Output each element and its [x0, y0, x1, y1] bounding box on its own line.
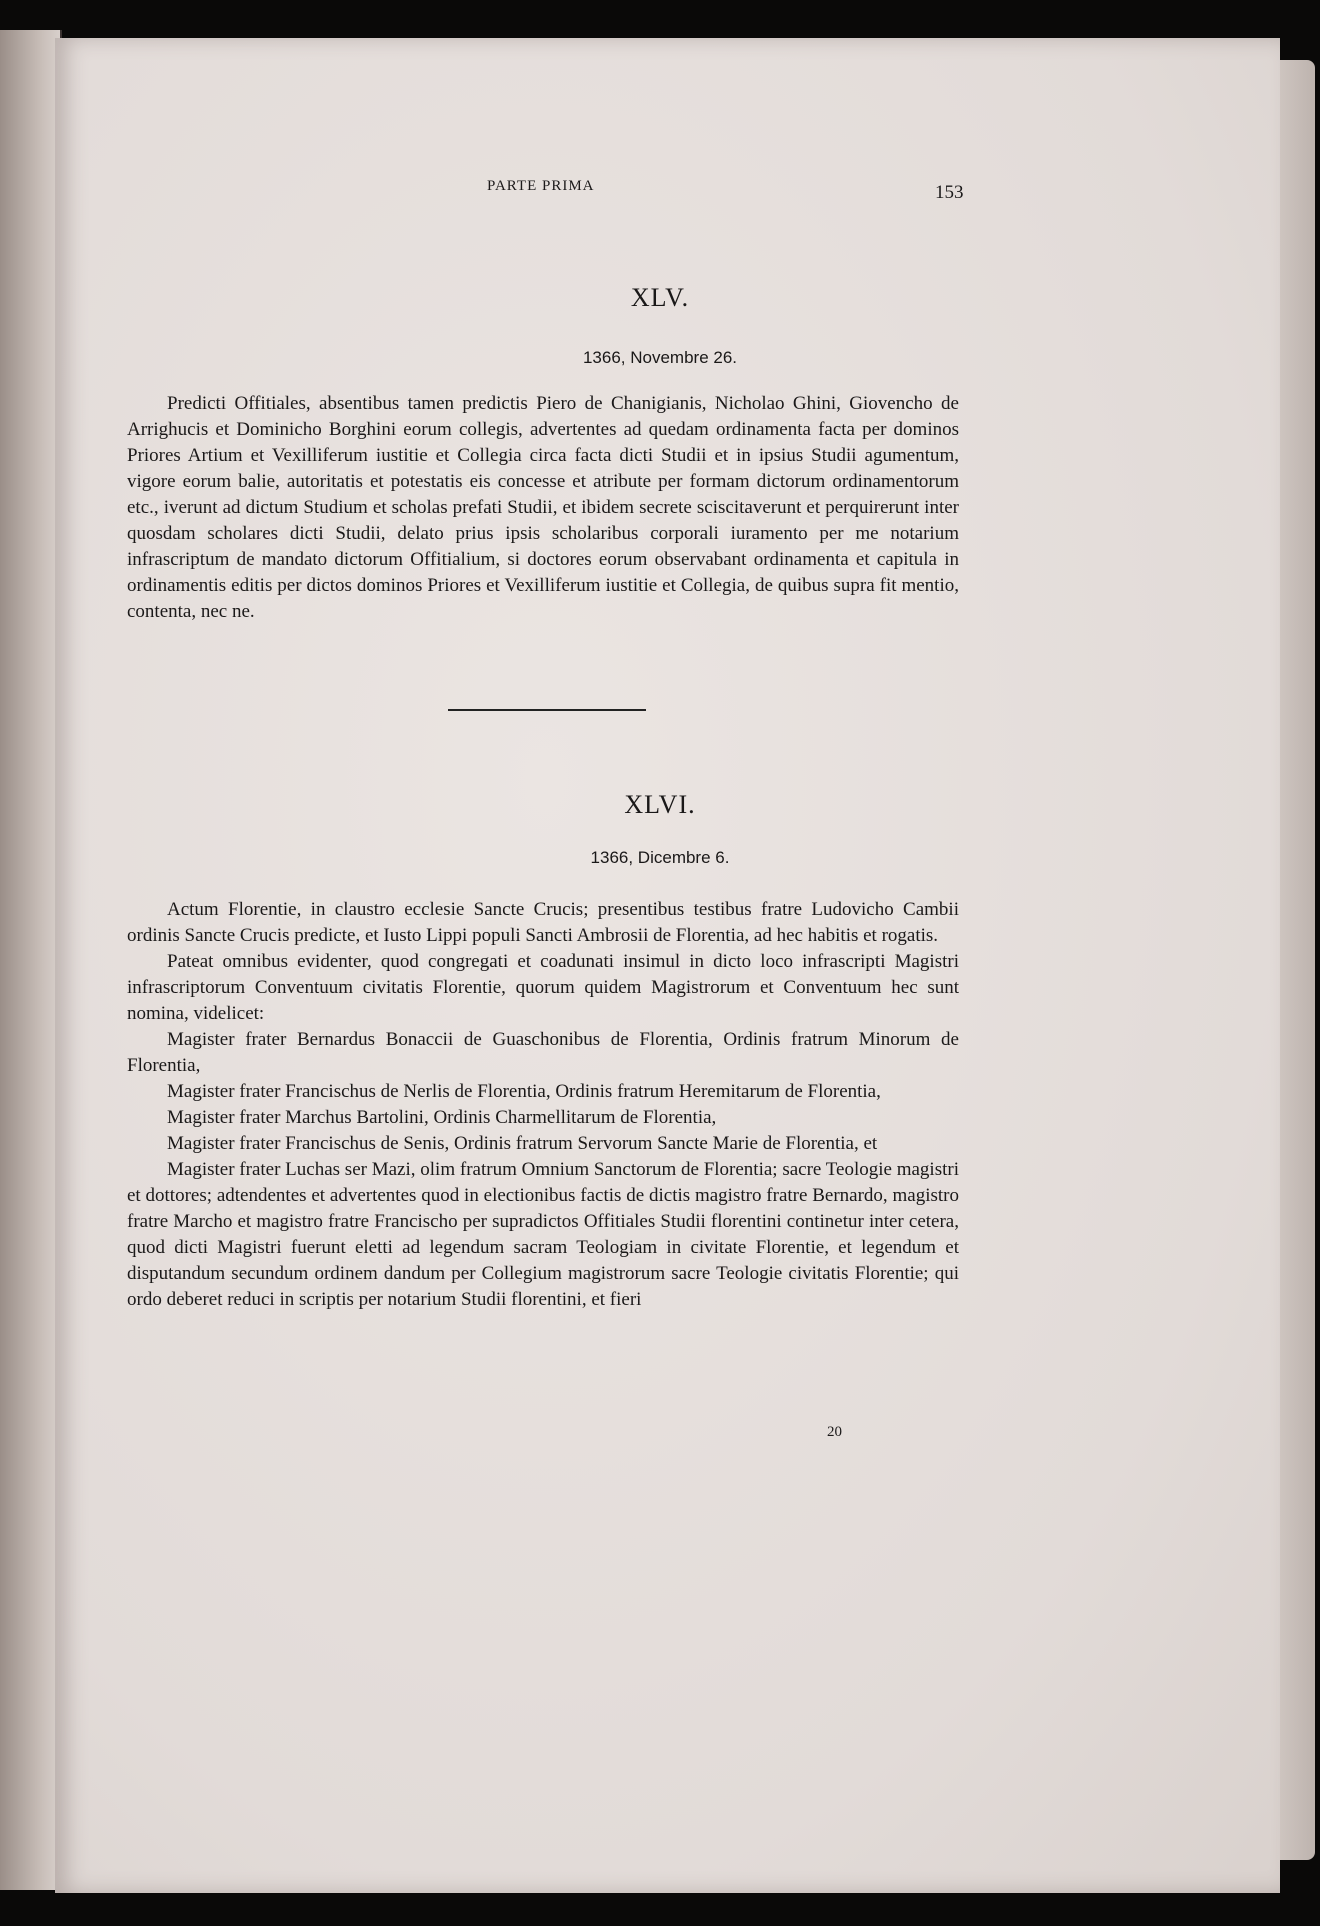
document-number-xlv: XLV. — [630, 283, 690, 312]
paragraph: Magister frater Luchas ser Mazi, olim fratrum Omnium Sanctorum de Florentia; sacre Teologie magistri et dottores; adtendentes et advertentes quod in electionibus factis de dictis magistro fratre Bernardo, magistro fratre Marcho et magistro fratre Francischo per supradictos Offitiales Studii florentini continetur inter cetera, quod dicti Magistri fuerunt eletti ad legendum sacram Teologiam in civitate Florentie, et legendum et disputandum secundum ordinem dandum per Collegium magistrorum sacre Teologie civitatis Florentie; qui ordo deberet reduci in scriptis per notarium Studii florentini, et fieri — [127, 1159, 959, 1310]
paragraph: Magister frater Francischus de Senis, Ordinis fratrum Servorum Sancte Marie de Florentia, et — [167, 1133, 878, 1154]
page-number: 153 — [935, 182, 964, 203]
paragraph: Predicti Offitiales, absentibus tamen predictis Piero de Chanigianis, Nicholao Ghini, Giovencho de Arrighucis et Dominicho Borghini eorum collegis, advertentes ad quedam ordinamenta facta per dominos Priores Artium et Vexilliferum iustitie et Collegia circa facta dicti Studii et in ipsius Studii agumentum, vigore eorum balie, autoritatis et potestatis eis concesse et atribute per formam dictorum ordinamentorum etc., iverunt ad dictum Studium et scholas prefati Studii, et ibidem secrete sciscitaverunt et perquirerunt inter quosdam scholares dicti Studii, delato prius ipsis scholaribus corporali iuramento per me notarium infrascriptum de mandato dictorum Offitialium, si doctores eorum observabant ordinamenta et capitula in ordinamentis editis per dictos dominos Priores et Vexilliferum iustitie et Collegia, de quibus supra fit mentio, contenta, nec ne. — [127, 393, 959, 622]
signature-mark: 20 — [827, 1424, 842, 1440]
document-number-xlvi: XLVI. — [624, 790, 696, 819]
document-text-xlv — [127, 391, 959, 625]
document-date-xlvi: 1366, Dicembre 6. — [590, 848, 730, 867]
document-date-xlv: 1366, Novembre 26. — [582, 348, 738, 367]
paragraph: Magister frater Marchus Bartolini, Ordinis Charmellitarum de Florentia, — [167, 1107, 717, 1128]
paragraph: Pateat omnibus evidenter, quod congregati et coadunati insimul in dicto loco infrascripti Magistri infrascriptorum Conventuum civitatis Florentie, quorum quidem Magistrorum et Conventuum hec sunt nomina, videlicet: — [127, 951, 959, 1024]
running-head: PARTE PRIMA — [487, 178, 595, 194]
section-divider — [448, 709, 646, 711]
paragraph: Magister frater Francischus de Nerlis de Florentia, Ordinis fratrum Heremitarum de Florentia, — [167, 1081, 881, 1102]
paragraph: Magister frater Bernardus Bonaccii de Guaschonibus de Florentia, Ordinis fratrum Minorum de Florentia, — [127, 1029, 959, 1076]
paragraph: Actum Florentie, in claustro ecclesie Sancte Crucis; presentibus testibus fratre Ludovicho Cambii ordinis Sancte Crucis predicte, et Iusto Lippi populi Sancti Ambrosii de Florentia, ad hec habitis et rogatis. — [127, 899, 959, 946]
document-text-xlvi — [127, 897, 959, 1313]
